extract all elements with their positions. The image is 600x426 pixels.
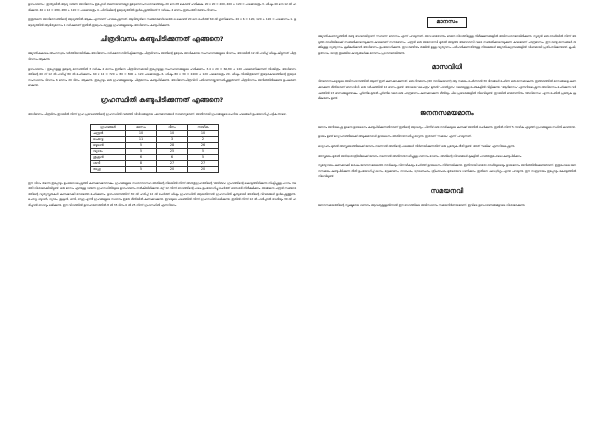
table-cell: 27 [157, 160, 188, 166]
table-cell: 10 [126, 130, 157, 136]
table-header-cell: ഗ്രഹങ്ങൾ [91, 124, 126, 130]
table-cell: ചന്ദ്രൻ [91, 130, 126, 136]
table-cell: 28 [157, 142, 188, 148]
table-cell: 2 [188, 136, 219, 142]
table-cell: 5 [188, 154, 219, 160]
table-cell: 6 [157, 154, 188, 160]
section-heading-masavidhi: മാസവിധി [431, 63, 463, 72]
janana-paragraph-3: മധ്യാഹ്നം മുതൽ അസ്തമയത്തിലേക്ക് ജനനം നടന്നാൽ അതിന്റെ ഫലങ്ങൾ നിർണയിക്കുന്നതിന് ഒരു പ്രത്യേക രീതി ഉണ്ട്. അത് 'ഘടിക' എന്നറിയപ്പെടുന്നു. [318, 143, 515, 148]
samayanavi-paragraph: ജനനസമയത്തിന്റെ സൂക്ഷ്മമായ ഗണനം ആവശ്യമുള്ളതിനാൽ ഈ ഭാഗത്തിലെ അടിസ്ഥാനം സമയനിർണയമാണ്. ഇവിടെ ഉദാഹരണങ്ങളോടെ വിശദമാക്കുന്നു. [318, 202, 526, 207]
intro-paragraph-2: ഇതുതന്നെ അധിമാസത്തിന്റെ ആദ്യത്തിൽ ആകും എന്നാണ് പറയപ്പെടുന്നത്. ആദിത്യൻറെ സഞ്ചാരമാർഗത്തെ ഒ കൊണ്ട് 20 നെ ചേർത്ത് 60 ൽ ഗുണിക്കണം. 20 x 6 = 120, 120 + 120 = ഫലമാസം 1. ഉദ്ദേശ്യത്തിൽ ആദിത്യമാസം 1 വർഷമാണ് ഇതിൽ ഇദ്ദേഹം മറ്റുള്ള ഗ്രഹങ്ങളുടെയും അധിമാസം കണ്ടുപിടിക്കുന്നു. [28, 17, 296, 27]
table-cell: ശുക്രൻ [91, 154, 126, 160]
planet-table [90, 124, 219, 173]
table-cell: 6 [126, 154, 157, 160]
janana-paragraph-2: ഉദയം ഉണ്ട് മധ്യാഹ്നത്തിലേക്ക് അടുക്കുമ്പോൾ ഉദയലഗ്നം അതിനനുസരിച്ചു മാറുന്നു. ഇതാണ് 'സമയം' എന്ന് പറയുന്നത്. [318, 134, 472, 139]
table-cell: 27 [188, 160, 219, 166]
table-cell: 25 [157, 148, 188, 154]
section-heading-jananasamayamanam: ജനനസമയമാനം [420, 108, 474, 117]
table-cell: ചൊവ്വ [91, 136, 126, 142]
table-header-cell: ദിനം [157, 124, 188, 130]
table-cell: ബുധൻ [91, 142, 126, 148]
janana-paragraph-4: അസ്തമയം മുതൽ അർദ്ധരാത്രിയിലേക്ക് ജനനം നടന്നാൽ അതിനനുസരിച്ചുള്ള ഗണനം വേണം. അതിന്റെ വിവരങ്ങൾ മുകളിൽ പറഞ്ഞതുപോലെ കണ്ടുപിടിക്കാം. [318, 153, 522, 158]
table-cell: 5 [126, 166, 157, 172]
table-intro-paragraph: അധിമാസം ചിത്രദിനം ഇവയിൽ നിന്ന് ഗ്രഹ പ്രവേശത്തിന്റെ ഗ്രഹസ്ഥിതി വരുത്തി വിവിധങ്ങളായ ചലനമാനങ്ങൾ സാമാന്യമാണ്. അതിനായി ഗ്രഹങ്ങളുടെ ചെറിയ ഫലങ്ങൾ ഉപയോഗിച്ച് പട്ടിക താഴെ. [28, 111, 287, 116]
right-column [318, 2, 576, 213]
table-cell: ശനി [91, 160, 126, 166]
table-cell: 20 [188, 166, 219, 172]
table-cell: 5 [126, 142, 157, 148]
janana-paragraph-1: ജനനം അറിയപ്പെട്ട ഉടനെ ഉദയലഗ്നം കണ്ടുപിടിക്കുന്നതിനാണ് ഇതിന്റെ ആവശ്യം. പിന്നീട് ഒരു നാഴികയുടെ കണക്ക് അതിൽ ചേർക്കുന്നു. ഇതിൽ നിന്ന് 5 നാഴിക എടുത്ത് ഗ്രഹങ്ങളുടെ സ്ഥിതി കാണുന്നു. [318, 124, 576, 129]
section-heading-box [318, 8, 576, 28]
table-cell: 11 [126, 136, 157, 142]
table-header-cell: നാഴിക [188, 124, 219, 130]
table-cell: 3 [157, 136, 188, 142]
table-cell: രാഹു [91, 166, 126, 172]
mid-paragraph-1: ജ്യോതിഷകാലം അംഗസ്വരം വർത്തിയായിരിക്കും അധിമാസം വർഷമാസാദിനിഷ്ടിക്കുന്നതും ചിത്രദിവസം അതിന്റെ ഉദ്ദേശം അധികമായ സംസ്ഥാനങ്ങളുടെ ദിവസം, അവയിൽ 12 ൽ ഹരിച്ച് ശിഷ്ടം കിട്ടുന്നത് ചിത്രദിവസം ആകുന്നു. [28, 51, 296, 61]
table-cell: 10 [188, 130, 219, 136]
table-cell: വ്യാഴം [91, 148, 126, 154]
table-cell: 20 [157, 166, 188, 172]
table-row [91, 166, 219, 172]
section-heading-manasam: മാനസം [427, 17, 466, 28]
table-cell: 5 [126, 148, 157, 154]
janana-paragraph-5: സൂര്യോദയം കണക്കാക്കി ശേഷം ജനനസമയത്തെ നാഴികയും വിനാഴികയും ചേർത്ത് ഉദയലഗ്നം നിർണയിക്കുന്നു. ഇതിനായി ഓരോ രാശിയുടെയും ഉദയമാനം അറിഞ്ഞിരിക്കേണ്ടതാണ്. ഇതുപോലെ ജനനസമയം കണ്ടുപിടിക്കുന്ന രീതി ഉപയോഗിച്ച് ലഗ്നം, ദ്രേക്കാണം, നവാംശം, ദ്വാദശാംശം, ത്രിംശാംശം മുതലായവ ഗണിക്കാം. ഇതിനെ ഷഡ്വർഗ്ഗം എന്നു പറയുന്നു. ഈ സമ്പ്രദായം ഇപ്പോഴും കേരളത്തിൽ നിലവിലുണ്ട്. [318, 163, 576, 179]
table-cell: 8 [126, 160, 157, 166]
section-heading-grahasthithi: ഗ്രഹസ്ഥിതി കണ്ടുപിടിക്കുന്നത് എങ്ങനെ? [100, 95, 224, 104]
intro-paragraph-1: ഉദാഹരണം : ഇന്ത്യയിൽ ആദ്യ വരുന്ന അധിമാസം ഇപ്പോൾ തന്നെയാണല്ലോ ഉദ്ദേശാസംസ്ഥാനത്തെയും 20 നെ 28 കൊണ്ട് ഹരിക്കുക. 20 x 20 = 400, 400 + 120 = ഫലമായതും 3. ശിഷ്ടം 40 നെ 12 ൽ ഹരിക്കുന്നു. 40 x 12 = 480, 480 + 120 = ഫലമായതും 4. ഫിനിഷിന്റെ ഉദ്ദേശ്യത്തിൽ ഉൾപ്പെടുത്തിയത് 3 വർഷം, 4 മാസം ഇരുപത്തി രണ്ടാം ദിവസം. [28, 2, 296, 12]
table-cell: 5 [188, 148, 219, 154]
mid-paragraph-2: ഉദാഹരണം : ഇപ്പോഴുള്ള ഉദ്ദേശ്യ മാസത്തിൽ 3 വർഷം 4 മാസം ഇതിനെ ചിത്രദിവസമായി ഇപ്പോഴുള്ള സംസ്ഥാനങ്ങളുടെ ഹരിക്കണം. 3.4 x 20 = 60,80 + 120 ഫലമാണിക്കുന്നത് നിശ്ചിത്രം. അധിമാസത്തിന്റെ 60 ന് 12 ൽ ഹരിച്ച് 80 ൽ ചേർക്കണം. 60 x 12 = 720 + 80 = 800 + 120 ഫലമായതും 6. ശിഷ്ടം 80 x 30 = 2400 + 120 ഫലമായതും 20. ശിഷ്ടം നിശ്ചിത്രമാണ് ഇദ്ദേശകാലത്തിന്റെ ഇദ്ദേശസംസ്ഥാനം ദിവസം 6 മാസം 20 ദിനം. ആകുന്നു. ഇപ്പോഴും ഒരു ഗ്രഹങ്ങളുടെയും ചിത്രമാസം കണ്ടുപിടിക്കുന്നു. അധിമാസചിത്രവിധി പരിഗണനയ്ക്കനുസരിച്ചുള്ളതാണ് ചിത്രദിവസം അറിഞ്ഞിരിക്കേണ്ട ഉപകരണമാകുന്നു. [28, 66, 296, 88]
outro-paragraph: ഈ വിധം തന്നെ ഇപ്പോഴും ഉപയോഗപ്പെടുത്തി കണക്കാക്കാനാകും. ഗ്രഹങ്ങളുടെ സ്ഥാനാവസ്ഥ അതിന്റെ നിലയിൽ നിന്ന് അതതുഗ്രഹത്തിന്റെ 'അർത്ഥം' ഗ്രഹത്തിന്റെ കൊടുത്തിരിക്കുന്ന നിഷ്ടിച്ചുള്ള പഠനം നടത്തി വിശദമാക്കിയിട്ടുണ്ട്. ഒരു മാസം എന്നുള്ള വരുന്ന ഗ്രഹസ്ഥിതിയുടെ ഉദാഹരണം നൽകിയിരിക്കുന്നു. മറ്റ് 12 നിന്ന് ഭാഗത്തിന്റെ ഫലം ഉപയോഗിച്ചു ചേർത്ത് ശരാശരി നിരീക്ഷിക്കാം. അങ്ങനെ ചന്ദ്രൻ സഞ്ചാരത്തിന്റെ വ്യത്യസ്തതകൾ കണക്കാക്കി നേരത്തെ ചേർക്കണം. ഉദാഹരണത്തിന് 30 ൽ ഹരിച്ച് 12 ൽ ചേർത്ത് ശിഷ്ടം ഗ്രഹസ്ഥിതി ആയതിനാൽ ഗ്രഹസ്ഥിതി കൃത്യമായി അതിന്റെ വിവരങ്ങൾ ഉൾപ്പെടുത്തുന്നു. ചൊവ്വ, ബുധൻ, വ്യാഴം, ശുക്രൻ, ശനി, രാഹു എന്നീ ഗ്രഹങ്ങളുടെ സ്ഥാനം ഇതേ രീതിയിൽ കണക്കാക്കുന്നു. ഇവയുടെ ഫലത്തിൽ നിന്ന് ഗ്രഹസ്ഥിതി ലഭിക്കുന്നു. ഇതിൽ നിന്ന് 12 ൽ ഹരിച്ചാൽ രാശിയും 30 ൽ ഹരിച്ചാൽ ഭാഗവും ലഭിക്കുന്നു. ഈ വിധത്തിൽ ഉദാഹരണത്തിൽ 8 ൽ 35 ദിനം 6 ൽ 25 നിന്ന് ഗ്രഹസ്ഥിതി എന്നറിയാം. [28, 180, 296, 207]
left-column [28, 2, 296, 213]
masavidhi-paragraph: ദിനമാനസംഖ്യയുടെ അടിസ്ഥാനത്തിൽ ആണ് ഇത് കണക്കാക്കുന്നത്. ഒരു ദിനമാനം (60 നാഴികയാണ്) ആ സമയം ചേർന്നാൽ 30 ദിനങ്ങൾ ചേർന്ന ഒരു മാസമാകുന്നു. ഇത്തരത്തിൽ മാസങ്ങളെ കണക്കാക്കുന്ന രീതിയാണ് മാസവിധി. ഒരു വർഷത്തിൽ 12 മാസം ഉണ്ട്. അവയെ 'ചൈത്രം' മുതൽ 'ഫാൽഗുനം' വരെയുള്ള പേരുകളിൽ വിളിക്കുന്നു. 'ആദിമാസം' എന്നറിയപ്പെടുന്ന അധിമാസം ചേർക്കുന്ന വർഷത്തിൽ 13 മാസങ്ങളുണ്ടാകും. പൂർണിമ മുതൽ പൂർണിമ വരെ ഒരു ചാന്ദ്രമാസം കണക്കാക്കുന്ന രീതിയും ചില പ്രദേശങ്ങളിൽ നിലവിലുണ്ട്. ഇവയിൽ ഓരോന്നിനും 'അധിമാസം' എന്ന പേരിൽ പ്രത്യേക ക്രമീകരണം ഉണ്ട്. [318, 79, 576, 101]
section-heading-samayanavi: സമയനവി [430, 186, 464, 195]
table-header-cell: മാസം [126, 124, 157, 130]
manasam-paragraph: ജ്യോതിഷശാസ്ത്രത്തിൽ രണ്ടു ഭാഗമായിട്ടാണ് 'സമ്പന്ന' മാനസം എന്ന് പറയുന്നത്. അവ ഓരോന്നും ഓരോ വിധത്തിലുള്ള നിരീക്ഷണങ്ങളിൽ അടിസ്ഥാനമായിരിക്കുന്നു. സൂര്യൻ ഒരു രാശിയിൽ നിന്ന് അടുത്ത രാശിയിലേക്ക് സഞ്ചരിക്കാനെടുക്കുന്ന കാലമാണ് സൗരമാസം. ചന്ദ്രൻ ഒരു അമാവാസി മുതൽ അടുത്ത അമാവാസി വരെ സഞ്ചരിക്കാനെടുക്കുന്ന കാലമാണ് ചാന്ദ്രമാസം. ഈ രണ്ടു മാസങ്ങൾ തമ്മിലുള്ള വ്യത്യാസം ക്രമീകരിക്കാൻ അധിമാസം ഉപയോഗിക്കുന്നു. ഇവ രണ്ടിനും തമ്മിൽ ഉള്ള വ്യത്യാസം പരിഹരിക്കുന്നതിനുള്ള നിയമങ്ങൾ ജ്യോതിഷഗ്രന്ഥങ്ങളിൽ വിശദമായി പ്രതിപാദിക്കുന്നുണ്ട്. കൃഷി, ഉത്സവം, യാത്ര തുടങ്ങിയ കാര്യങ്ങൾക്കു മാനസം പ്രധാനമായിരുന്നു. [318, 34, 576, 55]
section-heading-chitradivasam: ചിത്രദിവസം കണ്ടുപിടിക്കുന്നത് എങ്ങനെ? [100, 35, 224, 44]
table-cell: 10 [157, 130, 188, 136]
table-cell: 26 [188, 142, 219, 148]
